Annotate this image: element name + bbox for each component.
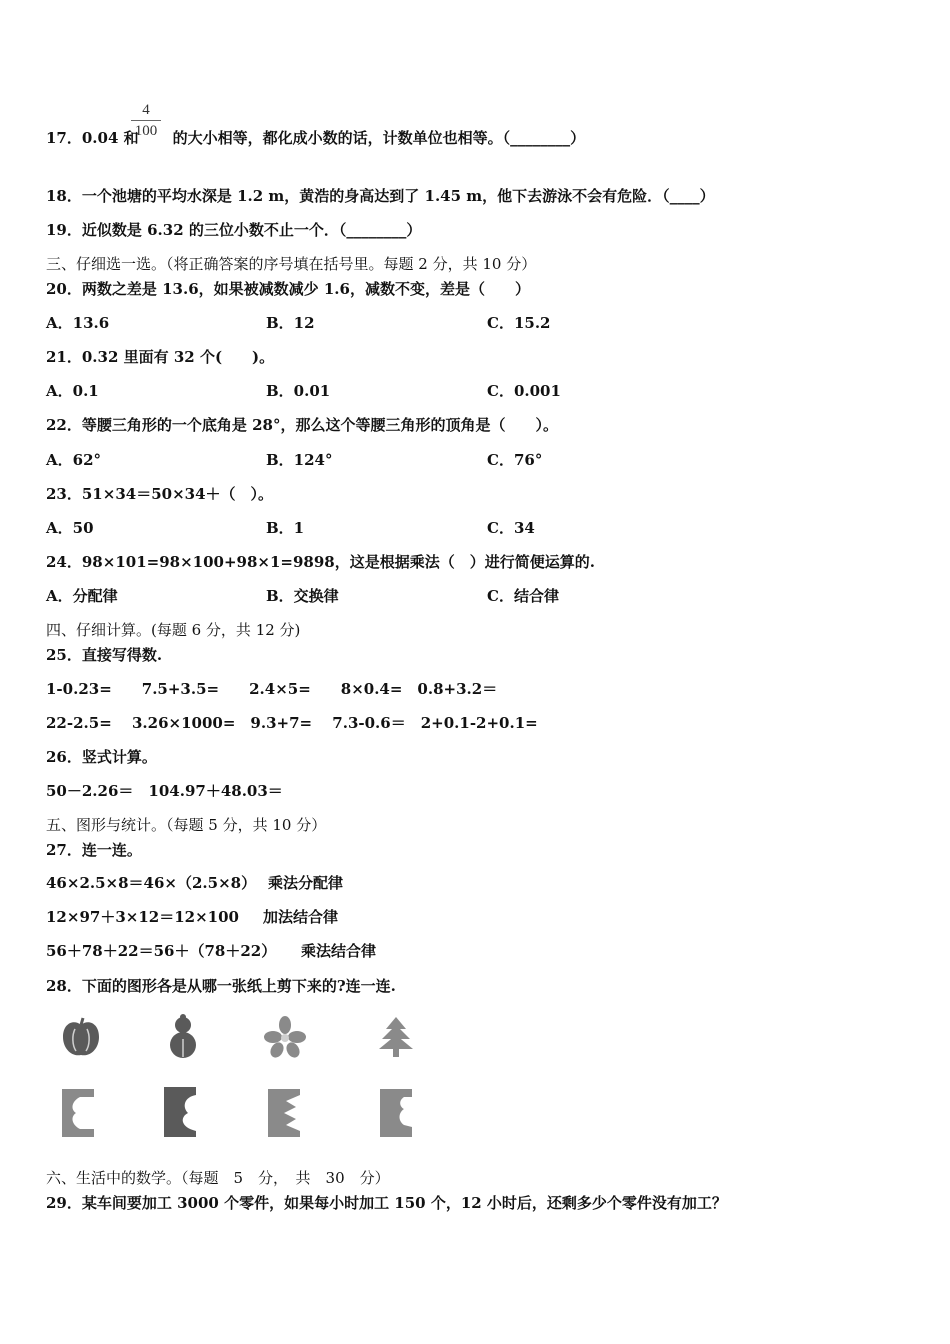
q21-option-c: C．0.001	[487, 382, 561, 400]
q17-number: 17．	[46, 129, 82, 147]
q25-row-1: 1-0.23= 7.5+3.5= 2.4×5= 8×0.4= 0.8+3.2＝	[46, 680, 498, 698]
flower-shape-icon	[262, 1015, 308, 1059]
question-26: 26．竖式计算。	[46, 748, 157, 766]
q24-option-b: B．交换律	[266, 587, 339, 605]
paper-3-icon	[266, 1087, 302, 1139]
question-28: 28．下面的图形各是从哪一张纸上剪下来的?连一连.	[46, 977, 396, 995]
question-20: 20．两数之差是 13.6，如果被减数减少 1.6，减数不变，差是（ ）	[46, 280, 530, 298]
gourd-shape-icon	[160, 1013, 206, 1061]
q20-option-b: B．12	[266, 314, 315, 332]
paper-1-icon	[60, 1087, 96, 1139]
q22-option-c: C．76°	[487, 451, 543, 469]
section-5-heading: 五、图形与统计。（每题 5 分，共 10 分）	[46, 816, 327, 834]
q20-option-c: C．15.2	[487, 314, 551, 332]
q21-option-a: A．0.1	[46, 382, 99, 400]
question-27: 27．连一连。	[46, 841, 142, 859]
section-6-heading: 六、生活中的数学。（每题 5 分， 共 30 分）	[46, 1169, 390, 1187]
fraction-denominator: 100	[134, 123, 158, 139]
q26-row: 50－2.26＝ 104.97＋48.03＝	[46, 782, 283, 800]
q17-post: 的大小相等，都化成小数的话，计数单位也相等。（________）	[172, 129, 586, 147]
q24-option-a: A．分配律	[46, 587, 118, 605]
question-17	[46, 128, 585, 148]
paper-4-icon	[378, 1087, 414, 1139]
q27-left-2: 12×97＋3×12＝12×100	[46, 908, 239, 926]
q27-right-1: 乘法分配律	[268, 874, 344, 892]
question-24: 24．98×101=98×100+98×1=9898，这是根据乘法（ ）进行简便运算的.	[46, 553, 595, 571]
q17-pre: 0.04 和	[81, 129, 139, 147]
paper-2-icon	[162, 1085, 198, 1139]
question-19: 19．近似数是 6.32 的三位小数不止一个．（________）	[46, 221, 422, 239]
q27-right-2: 加法结合律	[263, 908, 339, 926]
question-22: 22．等腰三角形的一个底角是 28°，那么这个等腰三角形的顶角是（ ）。	[46, 416, 558, 434]
q22-option-a: A．62°	[46, 451, 102, 469]
section-4-heading: 四、仔细计算。(每题 6 分，共 12 分)	[46, 621, 301, 639]
q20-option-a: A．13.6	[46, 314, 110, 332]
q27-left-3: 56＋78＋22＝56＋（78＋22）	[46, 942, 277, 960]
section-3-heading: 三、仔细选一选。（将正确答案的序号填在括号里。每题 2 分，共 10 分）	[46, 255, 537, 273]
q21-option-b: B．0.01	[266, 382, 331, 400]
q23-option-c: C．34	[487, 519, 535, 537]
question-21: 21．0.32 里面有 32 个( )。	[46, 348, 275, 366]
fraction-numerator: 4	[142, 102, 150, 118]
q22-option-b: B．124°	[266, 451, 333, 469]
fraction-bar	[131, 120, 161, 121]
q25-row-2: 22-2.5= 3.26×1000= 9.3+7= 7.3-0.6＝ 2+0.1-2+0.1=	[46, 714, 538, 732]
tree-shape-icon	[374, 1015, 418, 1059]
question-18: 18．一个池塘的平均水深是 1.2 m，黄浩的身高达到了 1.45 m，他下去游泳不会有危险．（____）	[46, 187, 715, 205]
apple-shape-icon	[58, 1015, 104, 1061]
q27-right-3: 乘法结合律	[301, 942, 377, 960]
question-23: 23．51×34＝50×34＋（ ）。	[46, 485, 274, 503]
q27-left-1: 46×2.5×8＝46×（2.5×8）	[46, 874, 257, 892]
q24-option-c: C．结合律	[487, 587, 559, 605]
question-25: 25．直接写得数.	[46, 646, 163, 664]
q23-option-b: B．1	[266, 519, 305, 537]
question-29: 29．某车间要加工 3000 个零件，如果每小时加工 150 个，12 小时后，还剩多少个零件没有加工？	[46, 1194, 727, 1212]
q23-option-a: A．50	[46, 519, 94, 537]
